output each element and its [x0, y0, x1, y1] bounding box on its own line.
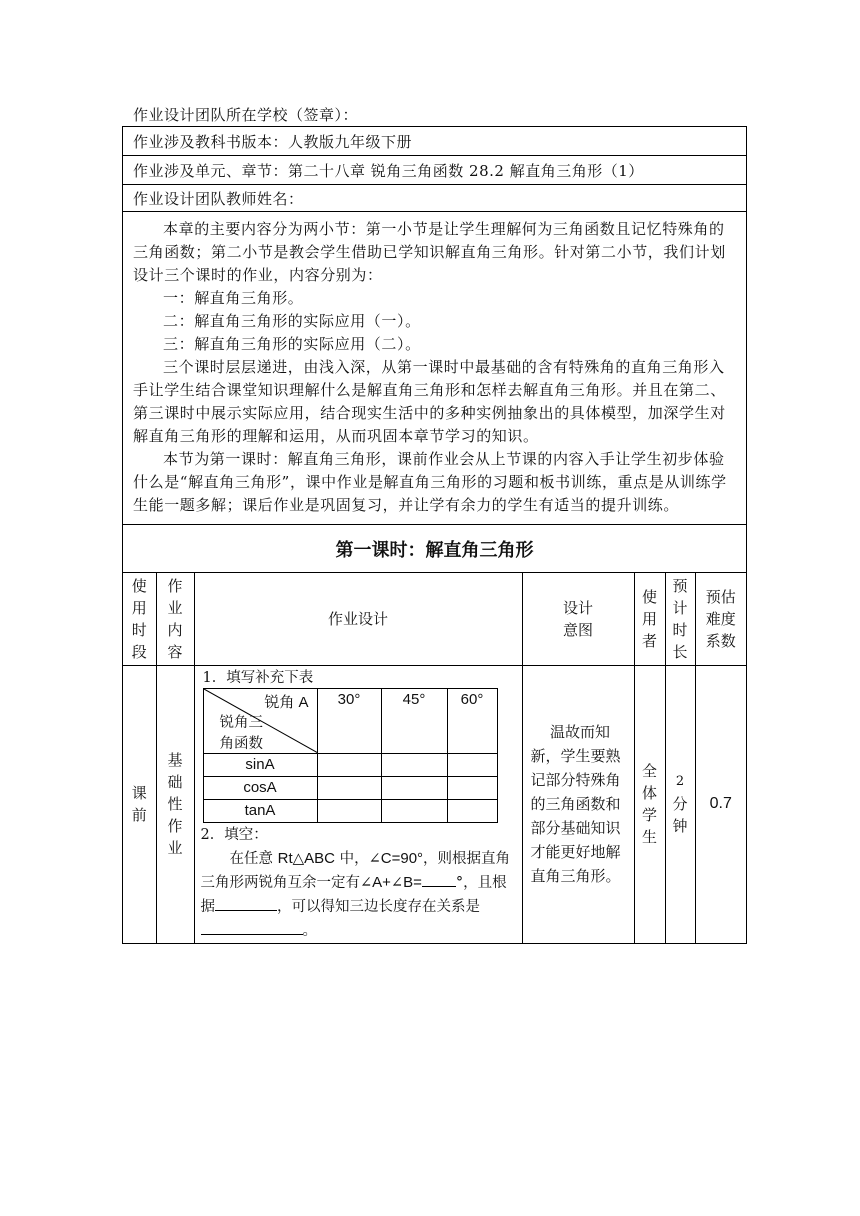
question-2-body: 在任意 Rt△ABC 中，∠C=90°，则根据直角三角形两锐角互余一定有∠A+∠B= °，且根据 ，可以得知三边长度存在关系是。	[200, 849, 511, 939]
intro-paragraph: 本章的主要内容分为两小节：第一小节是让学生理解何为三角函数且记忆特殊角的三角函数；第二小节是教会学生借助已学知识解直角三角形。针对第二小节，我们计划设计三个课时的作业，内容分别为：	[133, 220, 726, 284]
answer-cell	[381, 799, 447, 822]
answer-cell	[447, 799, 497, 822]
trig-table	[203, 688, 498, 823]
header-period: 使用时段	[123, 573, 156, 665]
chapter-introduction	[123, 212, 746, 525]
angle-header: 45°	[381, 688, 447, 753]
design-cell	[194, 665, 522, 943]
intro-paragraph: 三个课时层层递进，由浅入深，从第一课时中最基础的含有特殊角的直角三角形入手让学生结合课堂知识理解什么是解直角三角形和怎样去解直角三角形。并且在第二、第三课时中展示实际应用，结合现实生活中的多种实例抽象出的具体模型，加深学生对解直角三角形的理解和运用，从而巩固本章节学习的知识。	[133, 358, 726, 445]
assignment-form	[122, 126, 747, 944]
question-2-title: 2．填空：	[200, 826, 268, 843]
answer-cell	[317, 799, 381, 822]
trig-row	[203, 753, 497, 776]
period-cell: 课前	[123, 665, 156, 943]
lesson-title: 第一课时：解直角三角形	[123, 525, 746, 573]
header-time: 预计时长	[665, 573, 695, 665]
unit-chapter-row: 作业涉及单元、章节：第二十八章 锐角三角函数 28.2 解直角三角形（1）	[123, 156, 746, 185]
difficulty-cell: 0.7	[695, 665, 746, 943]
corner-function-label: 锐角三 角函数	[219, 714, 263, 752]
intro-paragraph: 二：解直角三角形的实际应用（一）。	[163, 312, 421, 330]
assignment-table-wrapper	[123, 573, 746, 943]
function-label: tanA	[203, 799, 317, 822]
header-content: 作业内容	[156, 573, 194, 665]
intro-paragraph: 一：解直角三角形。	[163, 289, 304, 307]
function-label: cosA	[203, 776, 317, 799]
header-user: 使用者	[634, 573, 665, 665]
trig-row	[203, 799, 497, 822]
assignment-table	[123, 573, 746, 943]
function-label: sinA	[203, 753, 317, 776]
user-cell: 全体学生	[634, 665, 665, 943]
header-design: 作业设计	[194, 573, 522, 665]
answer-cell	[317, 776, 381, 799]
header-intent: 设计 意图	[522, 573, 634, 665]
content-cell: 基础性作业	[156, 665, 194, 943]
school-signature-line: 作业设计团队所在学校（签章）：	[133, 106, 359, 124]
corner-angle-label: 锐角 A	[264, 693, 309, 711]
answer-blank	[215, 910, 277, 911]
intro-paragraph: 三：解直角三角形的实际应用（二）。	[163, 335, 421, 353]
table-row	[123, 665, 746, 943]
teacher-names-row: 作业设计团队教师姓名：	[123, 185, 746, 212]
answer-cell	[381, 776, 447, 799]
trig-row	[203, 776, 497, 799]
intent-cell: 温故而知新，学生要熟记部分特殊角的三角函数和部分基础知识才能更好地解直角三角形。	[522, 665, 634, 943]
question-2	[201, 823, 516, 943]
answer-cell	[317, 753, 381, 776]
angle-header: 30°	[317, 688, 381, 753]
intro-paragraph: 本节为第一课时：解直角三角形，课前作业会从上节课的内容入手让学生初步体验什么是“解直角三角形”，课中作业是解直角三角形的习题和板书训练，重点是从训练学生能一题多解；课后作业是巩固复习，并让学有余力的学生有适当的提升训练。	[133, 450, 727, 514]
question-1-title: 1．填写补充下表	[202, 669, 314, 686]
answer-cell	[381, 753, 447, 776]
textbook-version-row: 作业涉及教科书版本：人教版九年级下册	[123, 127, 746, 156]
answer-cell	[447, 776, 497, 799]
time-cell: 2 分钟	[665, 665, 695, 943]
angle-header: 60°	[447, 688, 497, 753]
trig-table-corner	[203, 688, 317, 753]
answer-blank	[201, 934, 303, 935]
answer-cell	[447, 753, 497, 776]
header-difficulty: 预估 难度 系数	[695, 573, 746, 665]
answer-blank	[422, 886, 456, 887]
table-header-row	[123, 573, 746, 665]
